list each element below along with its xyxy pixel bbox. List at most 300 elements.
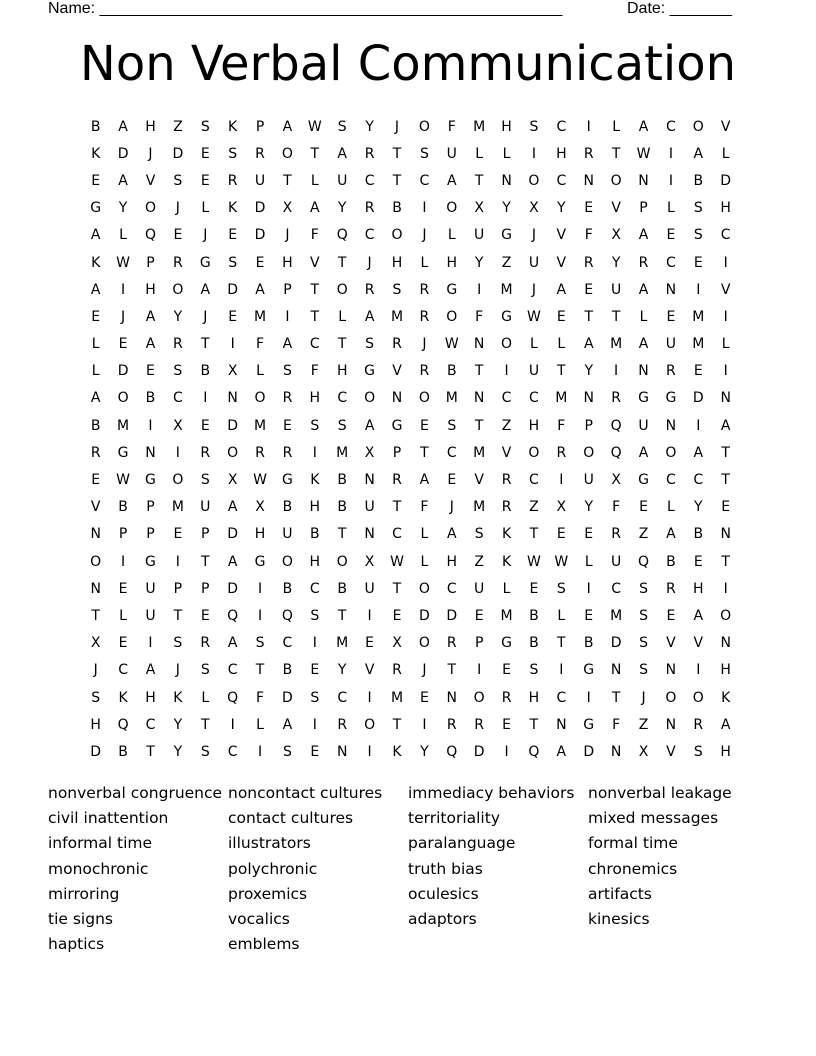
grid-letter: R: [364, 281, 375, 298]
grid-letter: Z: [638, 526, 649, 543]
grid-letter: K: [721, 689, 731, 706]
grid-letter: D: [583, 743, 595, 760]
grid-row: [82, 140, 740, 167]
grid-letter: X: [638, 743, 649, 760]
grid-letter: O: [117, 390, 129, 407]
grid-letter: R: [474, 716, 485, 733]
grid-letter: I: [696, 281, 701, 298]
grid-letter: Y: [173, 308, 183, 325]
grid-letter: U: [446, 145, 457, 162]
grid-letter: T: [420, 444, 429, 461]
grid-letter: F: [420, 499, 429, 516]
grid-letter: O: [528, 172, 540, 189]
grid-letter: S: [337, 118, 347, 135]
grid-letter: K: [228, 118, 238, 135]
grid-letter: S: [310, 417, 320, 434]
grid-letter: J: [531, 227, 537, 244]
grid-letter: R: [392, 336, 402, 353]
grid-letter: E: [283, 417, 292, 434]
grid-letter: A: [364, 417, 375, 434]
word-list-row: [48, 805, 768, 830]
grid-letter: E: [392, 607, 402, 624]
word-list-item: vocalics: [228, 910, 290, 929]
grid-letter: C: [666, 118, 676, 135]
grid-letter: B: [118, 499, 128, 516]
grid-letter: R: [173, 336, 183, 353]
grid-letter: X: [611, 472, 621, 489]
grid-letter: G: [145, 472, 156, 489]
grid-letter: A: [145, 308, 156, 325]
grid-letter: S: [282, 363, 292, 380]
grid-letter: T: [611, 689, 621, 706]
grid-letter: Y: [337, 200, 347, 217]
grid-letter: N: [665, 417, 677, 434]
grid-letter: I: [504, 743, 509, 760]
grid-letter: N: [665, 281, 677, 298]
grid-letter: J: [449, 499, 454, 516]
grid-letter: I: [668, 145, 673, 162]
grid-letter: S: [200, 743, 210, 760]
grid-letter: T: [255, 662, 265, 679]
grid-letter: C: [529, 472, 539, 489]
grid-letter: H: [90, 716, 101, 733]
grid-letter: B: [583, 635, 594, 652]
grid-letter: C: [666, 472, 676, 489]
word-list-item: emblems: [228, 935, 300, 954]
grid-letter: E: [529, 580, 539, 597]
grid-letter: R: [583, 145, 594, 162]
grid-letter: C: [611, 580, 621, 597]
grid-letter: E: [584, 200, 594, 217]
word-list-row: [48, 932, 768, 957]
grid-letter: E: [502, 716, 511, 733]
grid-letter: L: [502, 580, 511, 597]
grid-letter: E: [556, 526, 566, 543]
grid-letter: O: [446, 200, 458, 217]
grid-letter: Q: [281, 607, 293, 624]
grid-letter: D: [90, 743, 102, 760]
grid-letter: P: [639, 200, 648, 217]
grid-letter: T: [200, 553, 210, 570]
grid-letter: C: [501, 390, 512, 407]
grid-letter: F: [557, 417, 566, 434]
grid-letter: C: [145, 716, 156, 733]
grid-letter: T: [337, 254, 347, 271]
grid-letter: I: [230, 336, 235, 353]
grid-letter: E: [118, 580, 128, 597]
grid-letter: H: [693, 580, 704, 597]
word-list-item: nonverbal leakage: [588, 783, 732, 802]
grid-letter: L: [639, 308, 648, 325]
grid-letter: T: [611, 308, 621, 325]
grid-letter: E: [419, 689, 429, 706]
grid-letter: E: [200, 145, 210, 162]
grid-letter: H: [446, 254, 458, 271]
grid-letter: B: [693, 526, 704, 543]
grid-letter: E: [91, 308, 101, 325]
grid-letter: U: [610, 281, 622, 298]
grid-letter: U: [474, 227, 485, 244]
grid-row: [82, 113, 740, 140]
grid-letter: Y: [118, 200, 128, 217]
grid-row: [82, 657, 740, 684]
grid-letter: M: [473, 444, 486, 461]
grid-letter: M: [117, 417, 130, 434]
grid-letter: S: [228, 145, 238, 162]
grid-letter: S: [419, 145, 429, 162]
grid-letter: E: [146, 363, 155, 380]
grid-letter: F: [584, 227, 593, 244]
grid-letter: N: [610, 662, 622, 679]
grid-letter: T: [611, 145, 621, 162]
grid-letter: L: [338, 308, 347, 325]
grid-letter: F: [310, 227, 319, 244]
grid-letter: R: [583, 254, 594, 271]
grid-letter: U: [665, 336, 677, 353]
grid-letter: X: [173, 417, 183, 434]
grid-letter: I: [614, 363, 619, 380]
grid-letter: L: [666, 499, 675, 516]
grid-letter: S: [91, 689, 101, 706]
grid-letter: Z: [173, 118, 183, 135]
word-list-row: [48, 881, 768, 906]
grid-letter: N: [665, 716, 677, 733]
grid-letter: S: [228, 254, 238, 271]
grid-letter: A: [638, 227, 649, 244]
grid-letter: A: [419, 472, 430, 489]
grid-letter: J: [367, 254, 372, 271]
letter-grid: [82, 113, 740, 766]
grid-letter: E: [200, 607, 210, 624]
grid-letter: B: [337, 472, 348, 489]
grid-letter: P: [474, 635, 484, 652]
grid-letter: A: [720, 417, 731, 434]
grid-letter: A: [310, 200, 320, 217]
word-list-item: immediacy behaviors: [408, 783, 575, 802]
grid-letter: F: [447, 118, 456, 135]
grid-letter: R: [501, 689, 512, 706]
grid-letter: U: [282, 526, 293, 543]
grid-letter: U: [145, 580, 156, 597]
grid-letter: J: [531, 281, 537, 298]
grid-letter: B: [666, 553, 676, 570]
grid-letter: R: [446, 716, 457, 733]
grid-row: [82, 711, 740, 738]
grid-letter: N: [145, 444, 156, 461]
grid-letter: R: [337, 716, 348, 733]
grid-letter: H: [501, 118, 512, 135]
grid-letter: I: [312, 635, 317, 652]
grid-letter: O: [473, 689, 485, 706]
grid-letter: E: [200, 172, 210, 189]
grid-letter: H: [254, 526, 266, 543]
grid-letter: G: [145, 553, 156, 570]
grid-letter: S: [447, 417, 457, 434]
grid-letter: I: [723, 580, 728, 597]
grid-letter: E: [91, 472, 101, 489]
grid-letter: U: [254, 172, 266, 189]
grid-letter: G: [501, 227, 512, 244]
grid-letter: O: [692, 689, 704, 706]
grid-letter: B: [446, 363, 457, 380]
grid-letter: T: [310, 281, 320, 298]
grid-letter: R: [364, 200, 375, 217]
grid-letter: I: [477, 662, 482, 679]
grid-letter: I: [723, 308, 728, 325]
grid-letter: I: [257, 607, 263, 624]
grid-letter: C: [227, 662, 238, 679]
grid-letter: H: [446, 553, 458, 570]
grid-letter: P: [392, 444, 402, 461]
grid-letter: U: [200, 499, 211, 516]
grid-letter: R: [666, 580, 676, 597]
grid-letter: L: [91, 336, 100, 353]
grid-letter: N: [90, 526, 101, 543]
grid-letter: A: [693, 145, 704, 162]
grid-letter: A: [227, 553, 238, 570]
grid-letter: K: [310, 472, 320, 489]
grid-letter: U: [474, 580, 485, 597]
grid-letter: T: [200, 716, 210, 733]
word-list-item: informal time: [48, 834, 153, 853]
grid-letter: H: [556, 145, 567, 162]
grid-letter: S: [693, 200, 703, 217]
grid-letter: L: [420, 553, 429, 570]
grid-letter: O: [610, 172, 622, 189]
grid-letter: I: [367, 743, 372, 760]
grid-letter: I: [230, 716, 235, 733]
grid-letter: V: [720, 281, 731, 298]
grid-letter: R: [638, 254, 649, 271]
grid-letter: N: [364, 526, 375, 543]
grid-letter: J: [422, 336, 427, 353]
word-list-item: contact cultures: [228, 808, 354, 827]
grid-letter: I: [367, 607, 372, 624]
grid-letter: V: [501, 444, 512, 461]
grid-letter: H: [336, 363, 348, 380]
grid-letter: L: [502, 145, 511, 162]
grid-letter: Q: [227, 607, 239, 624]
grid-letter: T: [474, 363, 484, 380]
grid-letter: L: [666, 200, 675, 217]
grid-letter: Y: [173, 743, 183, 760]
worksheet-header: [48, 0, 748, 20]
grid-letter: R: [227, 172, 238, 189]
grid-letter: T: [557, 363, 566, 380]
grid-letter: S: [474, 526, 484, 543]
grid-letter: E: [693, 254, 703, 271]
grid-letter: F: [612, 716, 621, 733]
grid-letter: S: [337, 417, 347, 434]
grid-letter: R: [446, 635, 457, 652]
grid-letter: I: [312, 444, 317, 461]
grid-letter: S: [365, 336, 375, 353]
grid-letter: W: [636, 145, 651, 162]
grid-letter: M: [253, 308, 267, 325]
grid-letter: L: [201, 200, 210, 217]
word-list-item: mixed messages: [588, 808, 719, 827]
grid-letter: K: [501, 553, 512, 570]
grid-letter: I: [121, 281, 126, 298]
grid-letter: A: [583, 336, 594, 353]
grid-letter: B: [282, 662, 293, 679]
grid-letter: Y: [365, 118, 374, 135]
grid-letter: P: [584, 417, 593, 434]
grid-row: [82, 385, 740, 412]
grid-letter: X: [255, 499, 265, 516]
grid-letter: B: [282, 580, 293, 597]
grid-letter: T: [529, 526, 539, 543]
word-list-item: adaptors: [408, 910, 477, 929]
grid-letter: R: [501, 472, 512, 489]
grid-letter: W: [554, 553, 569, 570]
grid-letter: J: [394, 118, 400, 135]
grid-letter: L: [91, 363, 100, 380]
grid-letter: E: [693, 553, 703, 570]
grid-letter: C: [666, 254, 676, 271]
word-list-item: noncontact cultures: [228, 783, 383, 802]
grid-letter: I: [121, 553, 126, 570]
grid-letter: S: [556, 580, 566, 597]
grid-letter: B: [529, 635, 539, 652]
grid-letter: V: [474, 472, 484, 489]
grid-letter: B: [337, 499, 348, 516]
grid-letter: S: [173, 635, 183, 652]
grid-letter: M: [610, 607, 623, 624]
grid-letter: N: [227, 390, 238, 407]
grid-letter: B: [337, 580, 348, 597]
word-list-item: artifacts: [588, 884, 652, 903]
grid-letter: C: [364, 172, 375, 189]
grid-letter: Q: [227, 689, 239, 706]
grid-letter: W: [527, 553, 541, 570]
grid-letter: K: [91, 254, 101, 271]
grid-letter: O: [364, 390, 376, 407]
grid-letter: Y: [611, 254, 621, 271]
grid-letter: L: [557, 336, 566, 353]
grid-row: [82, 195, 740, 222]
grid-letter: J: [422, 227, 427, 244]
grid-letter: Q: [637, 553, 650, 570]
word-list-item: polychronic: [228, 859, 318, 878]
grid-letter: L: [721, 145, 730, 162]
grid-letter: J: [203, 308, 208, 325]
grid-letter: L: [420, 526, 429, 543]
grid-letter: E: [639, 499, 648, 516]
grid-letter: P: [283, 281, 292, 298]
grid-letter: A: [556, 743, 567, 760]
grid-letter: R: [693, 716, 704, 733]
grid-letter: I: [285, 308, 290, 325]
grid-letter: P: [118, 526, 128, 543]
grid-letter: H: [309, 553, 321, 570]
grid-row: [82, 630, 740, 657]
word-list-item: illustrators: [228, 834, 311, 853]
grid-letter: H: [528, 689, 540, 706]
grid-letter: T: [392, 172, 402, 189]
grid-letter: R: [666, 363, 676, 380]
grid-letter: U: [528, 254, 540, 271]
word-list-item: kinesics: [588, 910, 650, 929]
grid-letter: A: [364, 308, 375, 325]
grid-letter: V: [310, 254, 320, 271]
grid-letter: A: [638, 281, 649, 298]
grid-letter: S: [639, 580, 648, 597]
word-list-item: paralanguage: [408, 834, 516, 853]
grid-letter: S: [282, 743, 292, 760]
word-list-row: [48, 856, 768, 881]
grid-letter: U: [364, 580, 375, 597]
grid-letter: L: [612, 118, 621, 135]
grid-letter: R: [255, 145, 265, 162]
grid-letter: P: [255, 118, 265, 135]
grid-letter: B: [90, 417, 101, 434]
grid-letter: M: [390, 308, 404, 325]
grid-letter: X: [474, 200, 484, 217]
grid-letter: D: [172, 145, 184, 162]
grid-letter: I: [696, 417, 701, 434]
grid-letter: Z: [501, 254, 512, 271]
grid-letter: X: [556, 499, 567, 516]
grid-letter: B: [90, 118, 101, 135]
grid-letter: U: [583, 472, 594, 489]
grid-letter: T: [200, 336, 210, 353]
grid-letter: E: [228, 227, 238, 244]
grid-letter: R: [419, 308, 430, 325]
grid-letter: C: [446, 444, 457, 461]
grid-letter: O: [665, 444, 677, 461]
grid-letter: T: [146, 743, 155, 760]
grid-letter: C: [556, 689, 567, 706]
grid-letter: H: [720, 662, 731, 679]
grid-letter: R: [90, 444, 101, 461]
grid-letter: A: [638, 444, 649, 461]
grid-letter: O: [446, 308, 458, 325]
grid-letter: O: [418, 635, 430, 652]
grid-letter: A: [227, 499, 238, 516]
grid-letter: C: [556, 118, 567, 135]
grid-letter: C: [392, 526, 402, 543]
grid-letter: O: [418, 580, 430, 597]
grid-letter: A: [255, 281, 265, 298]
grid-letter: C: [309, 580, 320, 597]
grid-letter: M: [610, 336, 623, 353]
grid-letter: T: [310, 308, 320, 325]
grid-letter: X: [611, 227, 621, 244]
grid-letter: K: [228, 200, 238, 217]
grid-letter: V: [556, 227, 567, 244]
grid-letter: D: [282, 689, 293, 706]
grid-letter: Z: [474, 553, 484, 570]
grid-letter: N: [336, 743, 348, 760]
grid-letter: S: [200, 118, 210, 135]
page-title: Non Verbal Communication: [79, 36, 737, 92]
grid-row: [82, 738, 740, 765]
grid-letter: V: [90, 499, 101, 516]
grid-letter: A: [90, 390, 101, 407]
grid-letter: D: [227, 580, 239, 597]
grid-letter: M: [445, 390, 458, 407]
grid-letter: G: [391, 417, 403, 434]
grid-letter: E: [173, 227, 183, 244]
grid-letter: S: [310, 607, 320, 624]
grid-letter: F: [256, 336, 265, 353]
grid-letter: D: [117, 145, 129, 162]
grid-letter: S: [255, 635, 265, 652]
grid-letter: Z: [501, 417, 512, 434]
grid-letter: T: [721, 553, 730, 570]
grid-letter: F: [475, 308, 484, 325]
